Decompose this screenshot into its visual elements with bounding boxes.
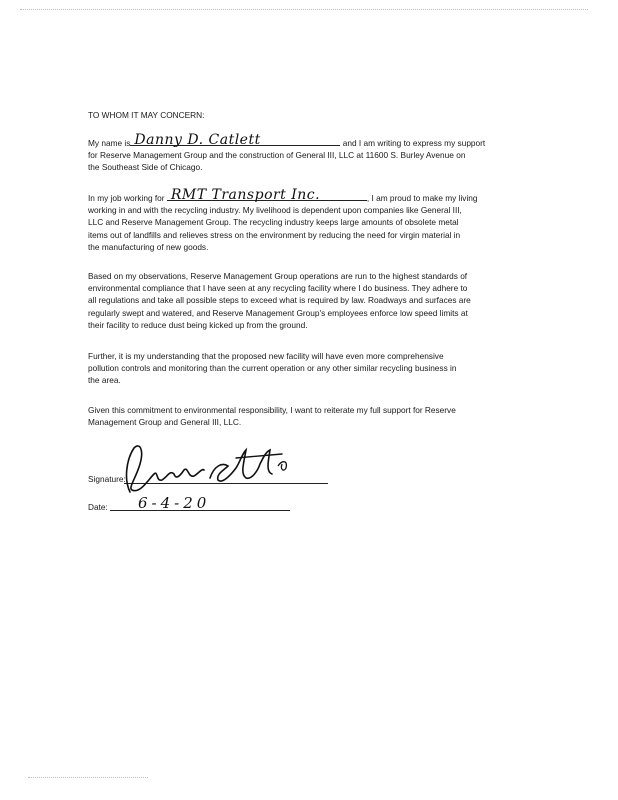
p1-line2: for Reserve Management Group and the construction of General III, LLC at 11600 S. Burley Avenue on: [88, 150, 466, 161]
employer-handwritten: RMT Transport Inc.: [170, 186, 321, 203]
p4-line1: Further, it is my understanding that the proposed new facility will have even more comprehensive: [88, 351, 444, 361]
p3-line2: environmental compliance that I have seen at any recycling facility where I do business. They adhere to: [88, 283, 468, 294]
signature-scribble: [118, 440, 298, 498]
salutation-text: TO WHOM IT MAY CONCERN:: [88, 110, 205, 120]
salutation: [88, 109, 524, 121]
p1-line3: the Southeast Side of Chicago.: [88, 162, 203, 173]
paragraph-3: [88, 270, 524, 331]
name-handwritten: Danny D. Catlett: [134, 131, 261, 148]
p1-suffix: and I am writing to express my support: [342, 138, 486, 148]
p5-line2: Management Group and General III, LLC.: [88, 417, 242, 428]
date-handwritten: 6-4-20: [138, 494, 211, 512]
p3-line5: their facility to reduce dust being kicked up from the ground.: [88, 319, 308, 330]
p2-line2: working in and with the recycling industry. My livelihood is dependent upon companies like General III,: [88, 205, 462, 216]
p2-prefix: In my job working for: [88, 193, 165, 203]
paragraph-2: [88, 186, 524, 253]
p2-line3: LLC and Reserve Management Group. The recycling industry keeps large amounts of obsolete metal: [88, 217, 459, 228]
p2-line4: items out of landfills and relieves stress on the environment by reducing the need for virgin material in: [88, 229, 461, 240]
p2-line5: the manufacturing of new goods.: [88, 241, 209, 252]
name-fill-in: [130, 131, 340, 148]
paragraph-5: [88, 404, 524, 428]
p3-line4: regularly swept and watered, and Reserve Management Group's employees enforce low speed limits at: [88, 307, 468, 318]
p4-line3: the area.: [88, 375, 121, 386]
paragraph-1: [88, 131, 524, 174]
p3-line3: all regulations and take all possible steps to exceed what is required by law. Roadways and surfaces are: [88, 295, 471, 306]
scan-artifact-bottom: [28, 777, 148, 778]
p2-suffix: , I am proud to make my living: [366, 193, 478, 203]
p4-line2: pollution controls and monitoring than the current operation or any other similar recycling business in: [88, 363, 457, 374]
date-label: Date:: [88, 502, 108, 512]
p5-line1: Given this commitment to environmental responsibility, I want to reiterate my full support for Reserve: [88, 405, 456, 415]
scan-artifact-top: [20, 9, 588, 10]
p3-line1: Based on my observations, Reserve Management Group operations are run to the highest standards of: [88, 271, 468, 281]
paragraph-4: [88, 350, 524, 387]
p1-prefix: My name is: [88, 138, 131, 148]
employer-fill-in: [167, 186, 367, 203]
signature-label: Signature:: [88, 474, 126, 484]
